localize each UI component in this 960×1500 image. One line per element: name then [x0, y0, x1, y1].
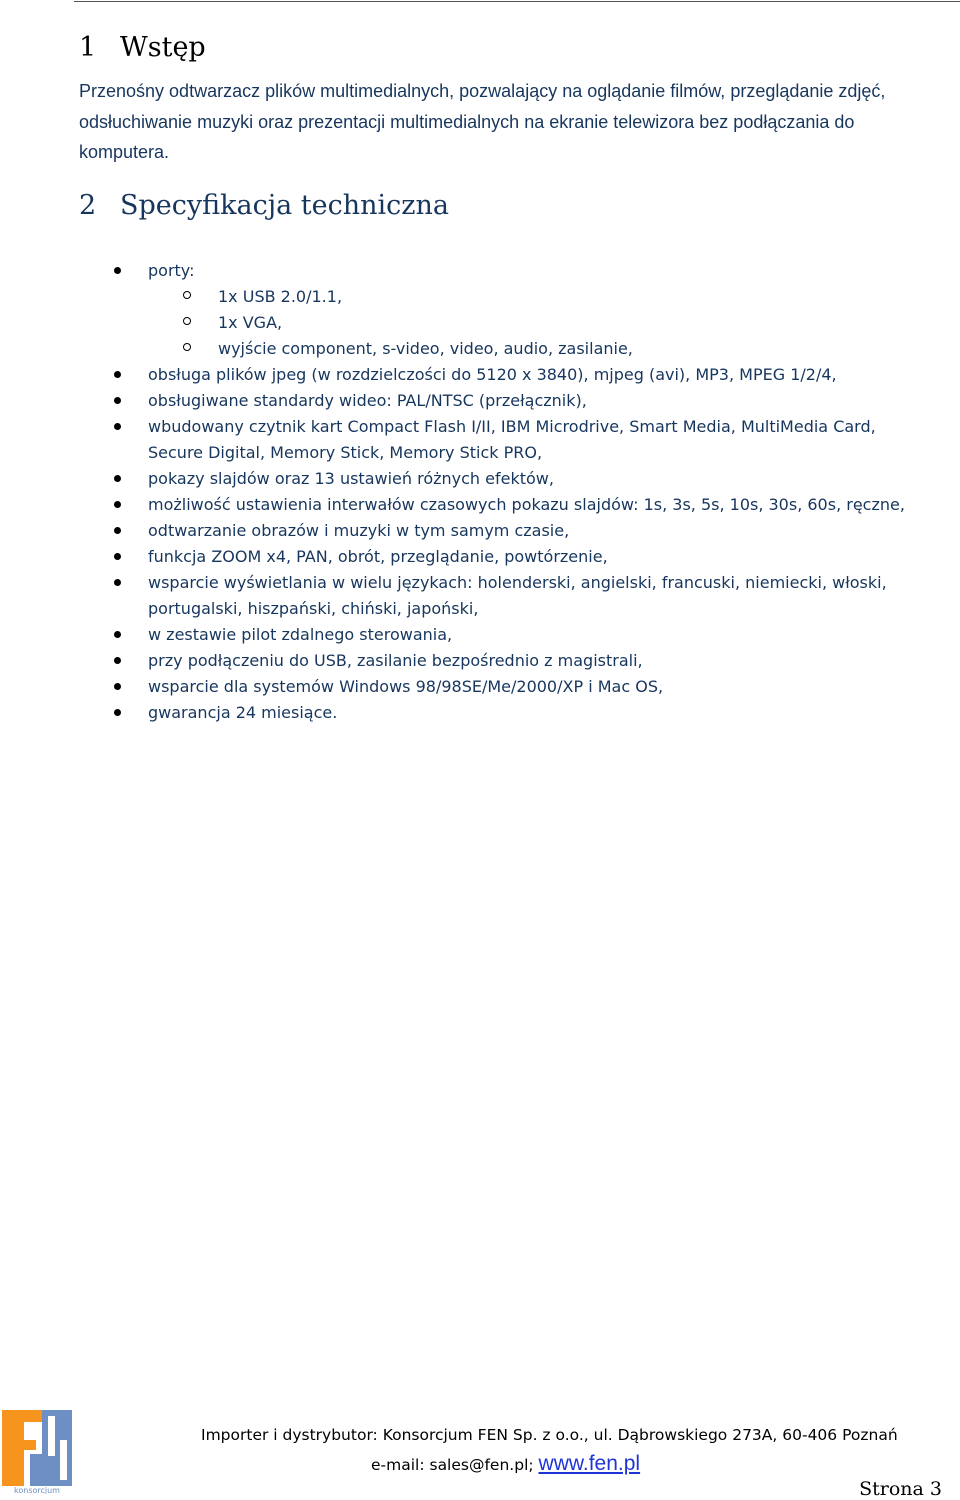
header-rule	[74, 1, 960, 2]
section-title: Specyfikacja techniczna	[120, 190, 449, 221]
ports-sublist	[148, 284, 960, 362]
spec-item: pokazy slajdów oraz 13 ustawień różnych efektów,	[0, 466, 960, 492]
page-number: Strona 3	[859, 1478, 942, 1500]
bullet-icon	[114, 683, 121, 690]
spec-list	[0, 258, 960, 726]
spec-item: w zestawie pilot zdalnego sterowania,	[0, 622, 960, 648]
spec-item: wsparcie wyświetlania w wielu językach: holenderski, angielski, francuski, niemiecki, włoski, portugalski, hiszpański, chiński, japoński,	[0, 570, 960, 622]
spec-item: odtwarzanie obrazów i muzyki w tym samym czasie,	[0, 518, 960, 544]
spec-item: wbudowany czytnik kart Compact Flash I/II, IBM Microdrive, Smart Media, MultiMedia Card, Secure Digital, Memory Stick, Memory Stick PRO,	[0, 414, 960, 466]
bullet-icon	[114, 475, 121, 482]
spec-item: gwarancja 24 miesiące.	[0, 700, 960, 726]
logo-subtitle: konsorcjum	[14, 1486, 60, 1494]
bullet-icon	[114, 371, 121, 378]
circle-bullet-icon	[183, 291, 191, 299]
bullet-icon	[114, 553, 121, 560]
spec-item: obsługiwane standardy wideo: PAL/NTSC (przełącznik),	[0, 388, 960, 414]
port-item: 1x USB 2.0/1.1,	[0, 284, 960, 310]
spec-item-ports	[0, 258, 960, 362]
spec-item: wsparcie dla systemów Windows 98/98SE/Me/2000/XP i Mac OS,	[0, 674, 960, 700]
port-item: 1x VGA,	[0, 310, 960, 336]
port-item: wyjście component, s-video, video, audio, zasilanie,	[0, 336, 960, 362]
website-link[interactable]: www.fen.pl	[538, 1452, 641, 1475]
section-number: 1	[79, 32, 97, 63]
bullet-icon	[114, 501, 121, 508]
section-heading-intro	[79, 32, 206, 63]
footer-email: e-mail: sales@fen.pl;	[371, 1456, 539, 1474]
section-heading-spec	[79, 190, 449, 221]
spec-item: przy podłączeniu do USB, zasilanie bezpośrednio z magistrali,	[0, 648, 960, 674]
footer-contact	[371, 1452, 640, 1476]
spec-item: obsługa plików jpeg (w rozdzielczości do 5120 x 3840), mjpeg (avi), MP3, MPEG 1/2/4,	[0, 362, 960, 388]
bullet-icon	[114, 709, 121, 716]
bullet-icon	[114, 527, 121, 534]
section-number: 2	[79, 190, 97, 221]
bullet-icon	[114, 423, 121, 430]
spec-item: funkcja ZOOM x4, PAN, obrót, przeglądanie, powtórzenie,	[0, 544, 960, 570]
circle-bullet-icon	[183, 343, 191, 351]
intro-paragraph: Przenośny odtwarzacz plików multimedialnych, pozwalający na oglądanie filmów, przeglądanie zdjęć, odsłuchiwanie muzyki oraz prezentacji multimedialnych na ekranie telewizora bez podłączania do komputera.	[79, 81, 886, 162]
fen-logo	[2, 1410, 72, 1494]
spec-item-label: porty:	[148, 261, 195, 280]
bullet-icon	[114, 397, 121, 404]
footer-importer: Importer i dystrybutor: Konsorcjum FEN Sp. z o.o., ul. Dąbrowskiego 273A, 60-406 Poznań	[201, 1426, 898, 1444]
bullet-icon	[114, 267, 121, 274]
bullet-icon	[114, 579, 121, 586]
bullet-icon	[114, 631, 121, 638]
section-title: Wstęp	[120, 32, 206, 63]
bullet-icon	[114, 657, 121, 664]
circle-bullet-icon	[183, 317, 191, 325]
spec-item: możliwość ustawienia interwałów czasowych pokazu slajdów: 1s, 3s, 5s, 10s, 30s, 60s, ręczne,	[0, 492, 960, 518]
